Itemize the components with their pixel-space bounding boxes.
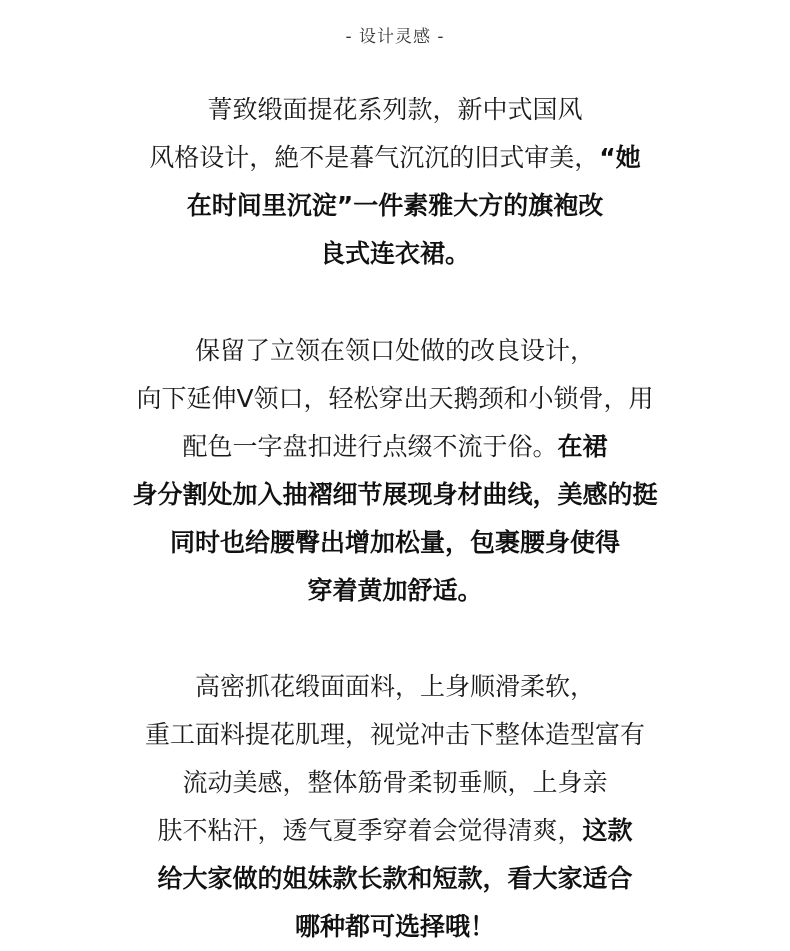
text-line [0,855,790,903]
text-line [0,134,790,182]
section-header: - 设计灵感 - [345,27,445,47]
text-segment: 高密抓花缎面面料，上身顺滑柔软， [194,672,595,701]
text-line [0,375,790,423]
text-line [0,711,790,759]
text-line [0,182,790,230]
text-line [0,230,790,278]
paragraph-fabric-details [0,663,790,951]
text-line [0,567,790,615]
bold-text-segment: 同时也给腰臀出增加松量，包裹腰身使得 [169,528,620,557]
text-line [0,759,790,807]
bold-text-segment: 良式连衣裙。 [319,239,470,268]
bold-text-segment: 这款 [582,816,633,845]
text-segment: 向下延伸V领口，轻松穿出天鹅颈和小锁骨，用 [136,384,654,413]
text-segment: 流动美感，整体筋骨柔韧垂顺，上身亲 [182,768,608,797]
bold-text-segment: 在时间里沉淀”一件素雅大方的旗袍改 [186,191,604,220]
bold-text-segment: 穿着黄加舒适。 [307,576,483,605]
text-segment: 肤不粘汗，透气夏季穿着会觉得清爽， [157,816,583,845]
text-line [0,423,790,471]
text-line [0,471,790,519]
text-line [0,807,790,855]
bold-text-segment: 给大家做的姐妹款长款和短款，看大家适合 [157,864,633,893]
text-segment: 配色一字盘扣进行点缀不流于俗。 [182,432,558,461]
text-line [0,663,790,711]
text-segment: 重工面料提花肌理，视觉冲击下整体造型富有 [144,720,645,749]
paragraph-design-inspiration [0,86,790,278]
text-line [0,327,790,375]
text-line [0,519,790,567]
paragraph-collar-details [0,327,790,615]
text-segment: 风格设计，絶不是暮气沉沉的旧式审美， [149,143,600,172]
text-segment: 菁致缎面提花系列款，新中式国风 [207,95,583,124]
bold-text-segment: 哪种都可选择哦！ [294,912,495,941]
bold-text-segment: 在裙 [557,432,608,461]
bold-text-segment: “她 [599,143,641,172]
text-segment: 保留了立领在领口处做的改良设计， [194,336,595,365]
text-line [0,903,790,951]
bold-text-segment: 身分割处加入抽褶细节展现身材曲线，美感的挺 [132,480,658,509]
text-line [0,86,790,134]
